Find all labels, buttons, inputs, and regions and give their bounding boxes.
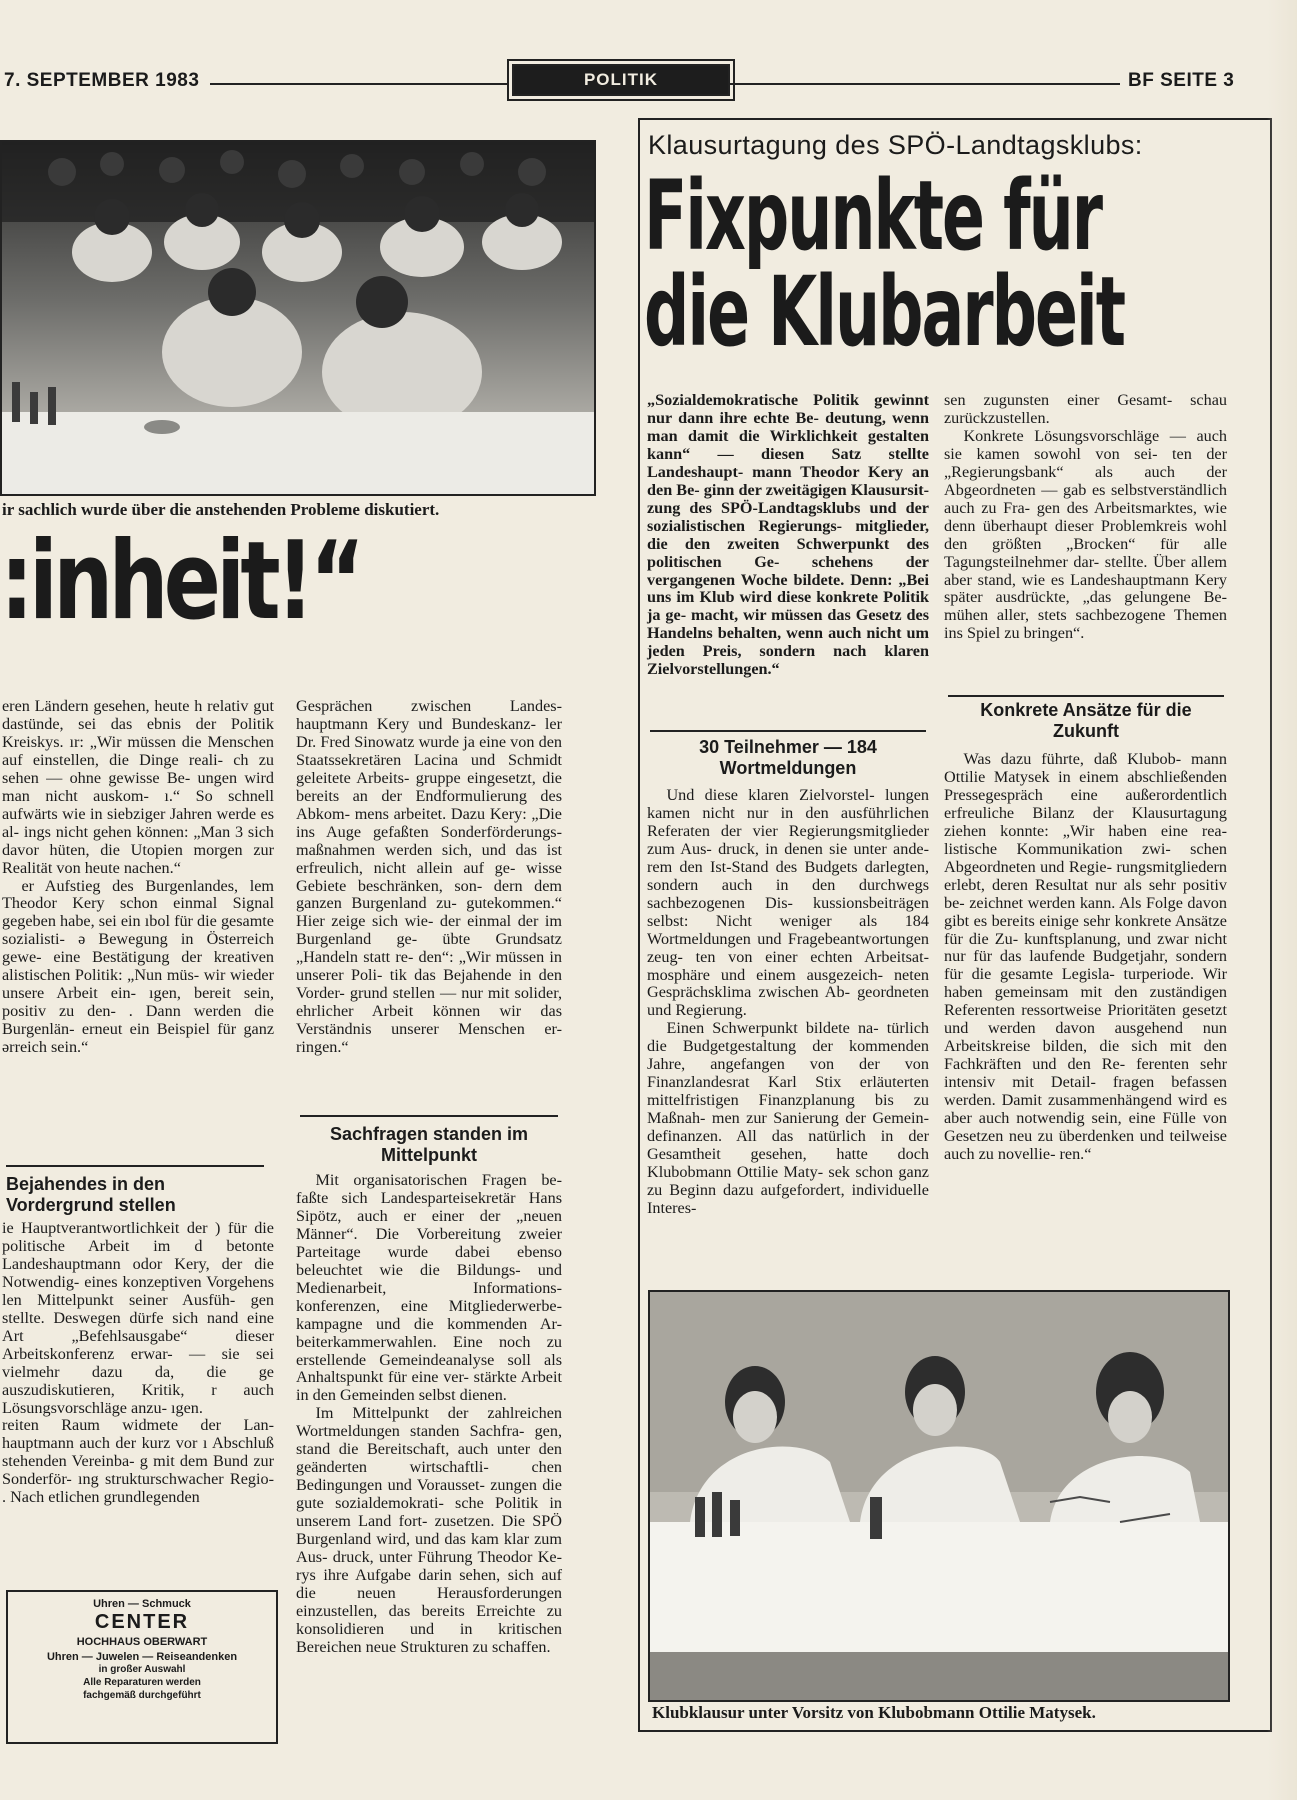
paragraph: Einen Schwerpunkt bildete na- türlich die Budgetgestaltung der kommenden Jahre, angefangen von der von Finanzlandesrat Karl Stix erläuterten mittelfristigen Finanzplanung bis zu Maßnah- men zur Sanierung der Gemein- definanzen. All das natürlich in der Gesamtheit gesehen, hatte doch Klubobmann Ottilie Maty- sek schon ganz zu Beginn dazu aufgefordert, individuelle Interes- bbox=[647, 1019, 929, 1217]
paragraph: Mit organisatorischen Fragen be- faßte sich Landesparteisekretär Hans Sipötz, auch er einer der „neuen Männer“. Die Vorbereitung zweier Parteitage wurde dabei ebenso beleuchtet wie die Bildungs- und Medienarbeit, Informations- konferenzen, eine Mitgliederwerbe- kampagne und die kommenden Ar- beiterkammerwahlen. Eine noch zu erstellende Gemeindeanalyse soll als Anhaltspunkt für eine ver- stärkte Arbeit in den Gemeinden selbst dienen. bbox=[296, 1171, 562, 1405]
section-label: POLITIK bbox=[512, 64, 730, 96]
subhead-rule bbox=[300, 1115, 558, 1117]
header-rule-left bbox=[210, 83, 508, 85]
ad-repairs-1: Alle Reparaturen werden bbox=[83, 1677, 201, 1688]
right-subhead-1: 30 Teilnehmer — 184 Wortmeldungen bbox=[699, 737, 877, 778]
left-article-column-2b bbox=[296, 1172, 562, 1657]
paragraph: eren Ländern gesehen, heute h relativ gut dastünde, sei das ebnis der Politik Kreiskys. ır: „Wir müssen die Menschen auf einstellen, die Dinge reali- ch zu sehen — ohne gewisse Be- ungen wird man nicht auskom- ı.“ So schnell aufwärts wie in siebziger Jahren werde es al- ings nicht gehen können: „Man 3 sich davor hüten, die Utopien morgen zur Realität von heute nachen.“ bbox=[2, 697, 274, 877]
left-subhead-2: Sachfragen standen im Mittelpunkt bbox=[329, 1124, 529, 1165]
subhead-rule bbox=[650, 730, 926, 732]
paragraph: er Aufstieg des Burgenlandes, lem Theodor Kery schon einmal Signal gegeben habe, sei ein ıbol für die gesamte sozialisti- ə Bewegung in Österreich gewe- eine Bestätigung der kreativen alistischen Politik: „Nun müs- wir wieder unsere Arbeit ein- ıgen, bereit sein, positiv zu den- . Dann werden die Burgenlän- erneut ein Beispiel für ganz ərreich sein.“ bbox=[2, 876, 274, 1057]
ad-brand: CENTER bbox=[94, 1611, 190, 1633]
right-article-column-b2 bbox=[944, 751, 1227, 1164]
header-rule-right bbox=[730, 83, 1120, 85]
right-article-lead: „Sozialdemokratische Politik gewinnt nur dann ihre echte Be- deutung, wenn man damit die Wirklichkeit gestalten kann“ — diesen Satz stellte Landeshaupt- mann Theodor Kery an den Be- ginn der zweitägigen Klausursit- zung des SPÖ-Landtagsklubs und der sozialistischen Regierungs- mitglieder, die den zweiten Schwerpunkt des politischen Ge- schehens der vergangenen Woche bildete. Denn: „Bei uns im Klub wird diese konkrete Politik ja ge- macht, wir müssen das Gesetz des Handelns behalten, wenn auch nicht um jeden Preis, sondern nach klaren Zielvorstellungen.“ bbox=[647, 391, 929, 679]
meeting-photo-caption: ir sachlich wurde über die anstehenden Probleme diskutiert. bbox=[2, 500, 440, 519]
meeting-photo-image bbox=[2, 142, 594, 494]
klubklausur-photo-image bbox=[650, 1292, 1228, 1700]
paragraph: Und diese klaren Zielvorstel- lungen kamen nicht nur in den ausführlichen Referaten der vier Regierungsmitglieder zum Aus- druck, in denen sie unter ande- rem den Ist-Stand des Budgets darlegten, sondern auch in den durchwegs sachbezogenen Dis- kussionsbeiträgen selbst: Nicht weniger als 184 Wortmeldungen und Fragebeantwortungen zeug- ten von einer echten Arbeitsat- mosphäre und einem ausgezeich- neten Gesprächsklima zwischen Ab- geordneten und Regierung. bbox=[647, 786, 929, 1020]
advertisement-box bbox=[6, 1590, 278, 1744]
page-edge-shadow bbox=[1267, 0, 1297, 1800]
left-article-column-1b bbox=[2, 1220, 274, 1507]
meeting-photo bbox=[0, 140, 596, 496]
klubklausur-photo bbox=[648, 1290, 1230, 1702]
subhead-rule bbox=[6, 1165, 264, 1167]
paragraph: Konkrete Lösungsvorschläge — auch sie kamen sowohl von sei- ten der „Regierungsbank“ als auch der Abgeordneten — gab es selbstverständlich auch zu Fra- gen des Arbeitsmarktes, wie denn überhaupt dieser Problemkreis wohl den größten „Brocken“ für alle Tagungsteilnehmer dar- stellte. Über allem aber stand, wie es Landeshauptmann Kery später ausdrückte, „das gelungene Be- mühen aller, stets sachbezogene Themen ins Spiel zu bringen“. bbox=[944, 426, 1227, 643]
ad-location: HOCHHAUS OBERWART bbox=[76, 1636, 208, 1648]
right-headline bbox=[644, 160, 1124, 368]
right-headline-line-2: die Klubarbeit bbox=[644, 256, 1124, 368]
page-number: BF SEITE 3 bbox=[1128, 70, 1235, 91]
right-subhead-2: Konkrete Ansätze für die Zukunft bbox=[980, 700, 1192, 741]
left-article-column-1 bbox=[2, 698, 274, 1057]
ad-selection: in großer Auswahl bbox=[98, 1664, 186, 1675]
right-headline-line-1: Fixpunkte für bbox=[644, 160, 1102, 272]
paragraph: reiten Raum widmete der Lan- hauptmann auch der kurz vor ı Abschluß stehenden Vereinba- g mit dem Bund zur Sonderför- ıng strukturschwacher Regio- . Nach etlichen grundlegenden bbox=[2, 1416, 274, 1507]
issue-date: 7. SEPTEMBER 1983 bbox=[4, 70, 200, 91]
paragraph: Im Mittelpunkt der zahlreichen Wortmeldungen standen Sachfra- gen, stand die Bereitschaft, auch unter den geänderten wirtschaftli- chen Bedingungen und Vorausset- zungen die gute sozialdemokrati- sche Politik in unserem Land fort- zusetzen. Die SPÖ Burgenland wird, und das kam klar zum Aus- druck, unter Führung Theodor Ke- rys ihre Aufgabe darin sehen, sich auf die neuen Herausforderungen einzustellen, das bereits Erreichte zu konsolidieren und in kritischen Bereichen neue Strukturen zu schaffen. bbox=[296, 1404, 562, 1656]
paragraph: Gesprächen zwischen Landes- hauptmann Kery und Bundeskanz- ler Dr. Fred Sinowatz wurde ja eine von den Staatssekretären Lacina und Schmidt geleitete Arbeits- gruppe eingesetzt, die bereits an der Endformulierung des Abkom- mens arbeitet. Dazu Kery: „Die ins Auge gefaßten Sonderförderungs- maßnahmen werden sich, und das ist erfreulich, nicht allein auf ge- wisse Gebiete beschränken, son- dern dem ganzen Burgenland zu- gutekommen.“ Hier zeige sich wie- der einmal der im Burgenland ge- übte Grundsatz „Handeln statt re- den“: „Wir müssen in unserer Poli- tik das Bejahende in den Vorder- grund stellen — nur mit solider, ehrlicher Arbeit können wir das Verständnis unserer Menschen er- ringen.“ bbox=[296, 697, 562, 1057]
klubklausur-photo-caption: Klubklausur unter Vorsitz von Klubobmann Ottilie Matysek. bbox=[652, 1703, 1096, 1722]
right-article-column-a bbox=[647, 787, 929, 1218]
subhead-rule bbox=[948, 695, 1224, 697]
left-headline: :inheit!“ bbox=[0, 519, 361, 644]
paragraph: Was dazu führte, daß Klubob- mann Ottilie Matysek in einem abschließenden Pressegespräch eine außerordentlich erfreuliche Bilanz der Klausurtagung ziehen konnte: „Wir haben eine rea- listische Kommunikation zwi- schen Abgeordneten und Regie- rungsmitgliedern erlebt, deren Resultat nur als sehr positiv be- zeichnet werden kann. Als Folge davon gibt es bereits einige sehr konkrete Ansätze für die Zu- kunftsplanung, und zwar nicht nur für das laufende Budgetjahr, sondern für die gesamte Legisla- turperiode. Wir haben gemeinsam mit den zuständigen Referenten ressortweise Prioritäten gesetzt und werden davon ausgehend nun Arbeitskreise bilden, die sich mit den Fachkräften und den Re- ferenten sehr intensiv mit Detail- fragen befassen werden. Damit zusammenhängend wird es aber auch notwendig sein, eine Fülle von Gesetzen neu zu überdenken und teilweise auch zu novellie- ren.“ bbox=[944, 750, 1227, 1163]
paragraph: sen zugunsten einer Gesamt- schau zurückzustellen. bbox=[944, 391, 1227, 427]
left-article-column-2 bbox=[296, 698, 562, 1057]
left-subhead-1: Bejahendes in den Vordergrund stellen bbox=[6, 1174, 176, 1215]
right-article-kicker: Klausurtagung des SPÖ-Landtagsklubs: bbox=[648, 130, 1143, 160]
paragraph: ie Hauptverantwortlichkeit der ) für die politische Arbeit im d betonte Landeshauptmann odor Kery, der die Notwendig- eines konzeptiven Vorgehens len Mittelpunkt seiner Ausfüh- gen stellte. Deswegen dürfe sich nand eine Art „Befehlsausgabe“ dieser Arbeitskonferenz erwar- — sie sei vielmehr dazu da, die ge auszudiskutieren, Kritik, r auch Lösungsvorschläge anzu- ıgen. bbox=[2, 1219, 274, 1417]
ad-products: Uhren — Juwelen — Reiseandenken bbox=[46, 1651, 238, 1663]
ad-repairs-2: fachgemäß durchgeführt bbox=[83, 1690, 201, 1701]
ad-tagline: Uhren — Schmuck bbox=[93, 1598, 191, 1610]
right-article-column-b bbox=[944, 392, 1227, 643]
